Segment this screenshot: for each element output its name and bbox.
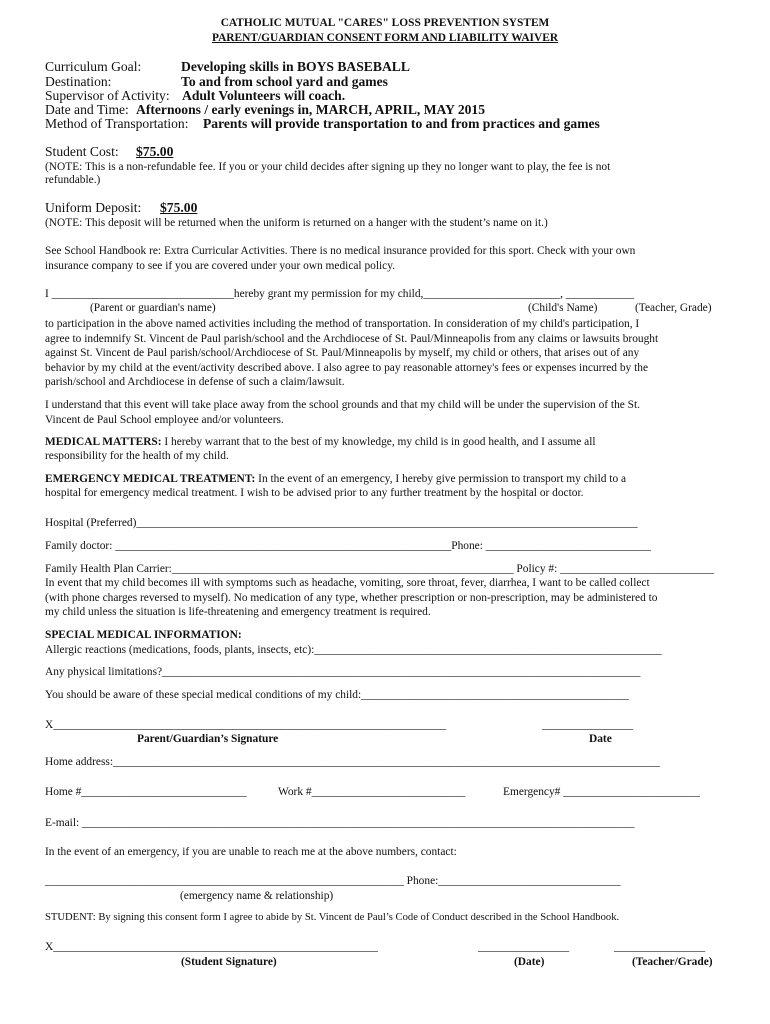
student-cost-note: (NOTE: This is a non-refundable fee. If you or your child decides after signing up they no longer want to play, the fee is not [45, 161, 611, 173]
emergency-treatment-cont: hospital for emergency medical treatment. I wish to be advised prior to any further treatment by the hospital or doctor. [45, 487, 584, 499]
emergency-treatment-label: EMERGENCY MEDICAL TREATMENT: [45, 473, 256, 485]
student-cost-value: $75.00 [136, 144, 174, 159]
waiver-text: behavior by my child at the event/activity described above. I also agree to pay reasonable attorney's fees or expenses incurred by the [45, 362, 648, 374]
goal-label: Curriculum Goal: [45, 59, 142, 74]
parent-name-caption: (Parent or guardian's name) [90, 302, 216, 314]
supervision-text-cont: Vincent de Paul School employee and/or volunteers. [45, 414, 284, 426]
supervisor-label: Supervisor of Activity: [45, 88, 170, 103]
allergic-reactions-field[interactable]: Allergic reactions (medications, foods, plants, insects, etc):_____________________________________________________________ [45, 644, 662, 656]
student-teacher-caption: (Teacher/Grade) [632, 956, 713, 968]
transport-value: Parents will provide transportation to and from practices and games [203, 116, 600, 131]
hospital-field[interactable]: Hospital (Preferred)________________________________________________________________________________________ [45, 517, 638, 529]
special-medical-heading: SPECIAL MEDICAL INFORMATION: [45, 629, 242, 641]
parent-date-line[interactable]: ________________ [542, 719, 634, 731]
medical-matters-text: I hereby warrant that to the best of my knowledge, my child is in good health, and I assume all [161, 436, 596, 448]
work-phone-field[interactable]: Work #___________________________ [278, 786, 466, 798]
parent-signature-line[interactable]: X_____________________________________________________________________ [45, 719, 447, 731]
parent-signature-caption: Parent/Guardian’s Signature [137, 733, 279, 745]
home-address-field[interactable]: Home address:________________________________________________________________________________________________ [45, 756, 660, 768]
student-cost-note-cont: refundable.) [45, 174, 101, 186]
transport-label: Method of Transportation: [45, 116, 189, 131]
child-name-caption: (Child's Name) [528, 302, 598, 314]
emergency-contact-caption: (emergency name & relationship) [180, 890, 334, 902]
illness-text: my child unless the situation is life-threatening and emergency treatment is required. [45, 606, 431, 618]
waiver-text: agree to indemnify St. Vincent de Paul parish/school and the Archdiocese of St. Paul/Minneapolis from any claims or lawsuits brought [45, 333, 659, 345]
student-conduct-text: STUDENT: By signing this consent form I agree to abide by St. Vincent de Paul’s Code of Conduct described in the School Handbook. [45, 912, 620, 923]
medical-matters-cont: responsibility for the health of my child. [45, 450, 229, 462]
date-label: Date and Time: [45, 102, 129, 117]
handbook-note-cont: insurance company to see if you are covered under your own medical policy. [45, 260, 396, 272]
waiver-text: parish/school and Archdiocese in defense of such a claim/lawsuit. [45, 376, 345, 388]
uniform-deposit-note: (NOTE: This deposit will be returned when the uniform is returned on a hanger with the student’s name on it.) [45, 217, 548, 229]
permission-line[interactable]: I ________________________________hereby grant my permission for my child,________________________, ____________ [45, 288, 635, 300]
illness-text: In event that my child becomes ill with symptoms such as headache, vomiting, sore throat, fever, diarrhea, I want to be called collect [45, 577, 650, 589]
student-date-caption: (Date) [514, 956, 545, 968]
form-subtitle: PARENT/GUARDIAN CONSENT FORM AND LIABILITY WAIVER [211, 32, 559, 44]
destination-value: To and from school yard and games [181, 74, 388, 89]
date-value: Afternoons / early evenings in, MARCH, APRIL, MAY 2015 [136, 102, 486, 117]
emergency-treatment-text: In the event of an emergency, I hereby give permission to transport my child to a [255, 473, 627, 485]
student-signature-caption: (Student Signature) [181, 956, 277, 968]
handbook-note: See School Handbook re: Extra Curricular Activities. There is no medical insurance provided for this sport. Check with your own [45, 245, 636, 257]
student-signature-line[interactable]: X_________________________________________________________ [45, 941, 378, 953]
special-conditions-field[interactable]: You should be aware of these special medical conditions of my child:_______________________________________________ [45, 689, 629, 701]
student-teacher-line[interactable]: ________________ [614, 941, 706, 953]
goal-value: Developing skills in BOYS BASEBALL [181, 59, 410, 74]
waiver-text: to participation in the above named activities including the method of transportation. In consideration of my child's participation, I [45, 318, 640, 330]
uniform-deposit-value: $75.00 [160, 200, 198, 215]
unable-to-reach-text: In the event of an emergency, if you are unable to reach me at the above numbers, contact: [45, 846, 457, 858]
uniform-deposit-label: Uniform Deposit: [45, 200, 142, 215]
email-field[interactable]: E-mail: _________________________________________________________________________________________________ [45, 817, 635, 829]
physical-limitations-field[interactable]: Any physical limitations?____________________________________________________________________________________ [45, 666, 641, 678]
destination-label: Destination: [45, 74, 112, 89]
emergency-contact-field[interactable]: _______________________________________________________________ Phone:________________________________ [45, 875, 621, 887]
teacher-grade-caption: (Teacher, Grade) [635, 302, 712, 314]
parent-date-caption: Date [589, 733, 612, 745]
medical-matters [45, 435, 596, 449]
health-plan-field[interactable]: Family Health Plan Carrier:____________________________________________________________ Policy #: ___________________________ [45, 563, 714, 575]
student-date-line[interactable]: ________________ [478, 941, 570, 953]
waiver-text: against St. Vincent de Paul parish/school/Archdiocese of St. Paul/Minneapolis by myself, my child or others, that arises out of any [45, 347, 640, 359]
medical-matters-label: MEDICAL MATTERS: [45, 436, 162, 448]
supervisor-value: Adult Volunteers will coach. [182, 88, 346, 103]
emergency-phone-field[interactable]: Emergency# ________________________ [503, 786, 700, 798]
student-cost-label: Student Cost: [45, 144, 119, 159]
illness-text: (with phone charges reversed to myself). No medication of any type, whether prescription or non-prescription, may be administered to [45, 592, 658, 604]
supervision-text: I understand that this event will take place away from the school grounds and that my child will be under the supervision of the St. [45, 399, 641, 411]
family-doctor-field[interactable]: Family doctor: ___________________________________________________________Phone: _____________________________ [45, 540, 651, 552]
home-phone-field[interactable]: Home #_____________________________ [45, 786, 247, 798]
form-title: CATHOLIC MUTUAL "CARES" LOSS PREVENTION SYSTEM [220, 17, 550, 29]
emergency-treatment [45, 472, 626, 486]
